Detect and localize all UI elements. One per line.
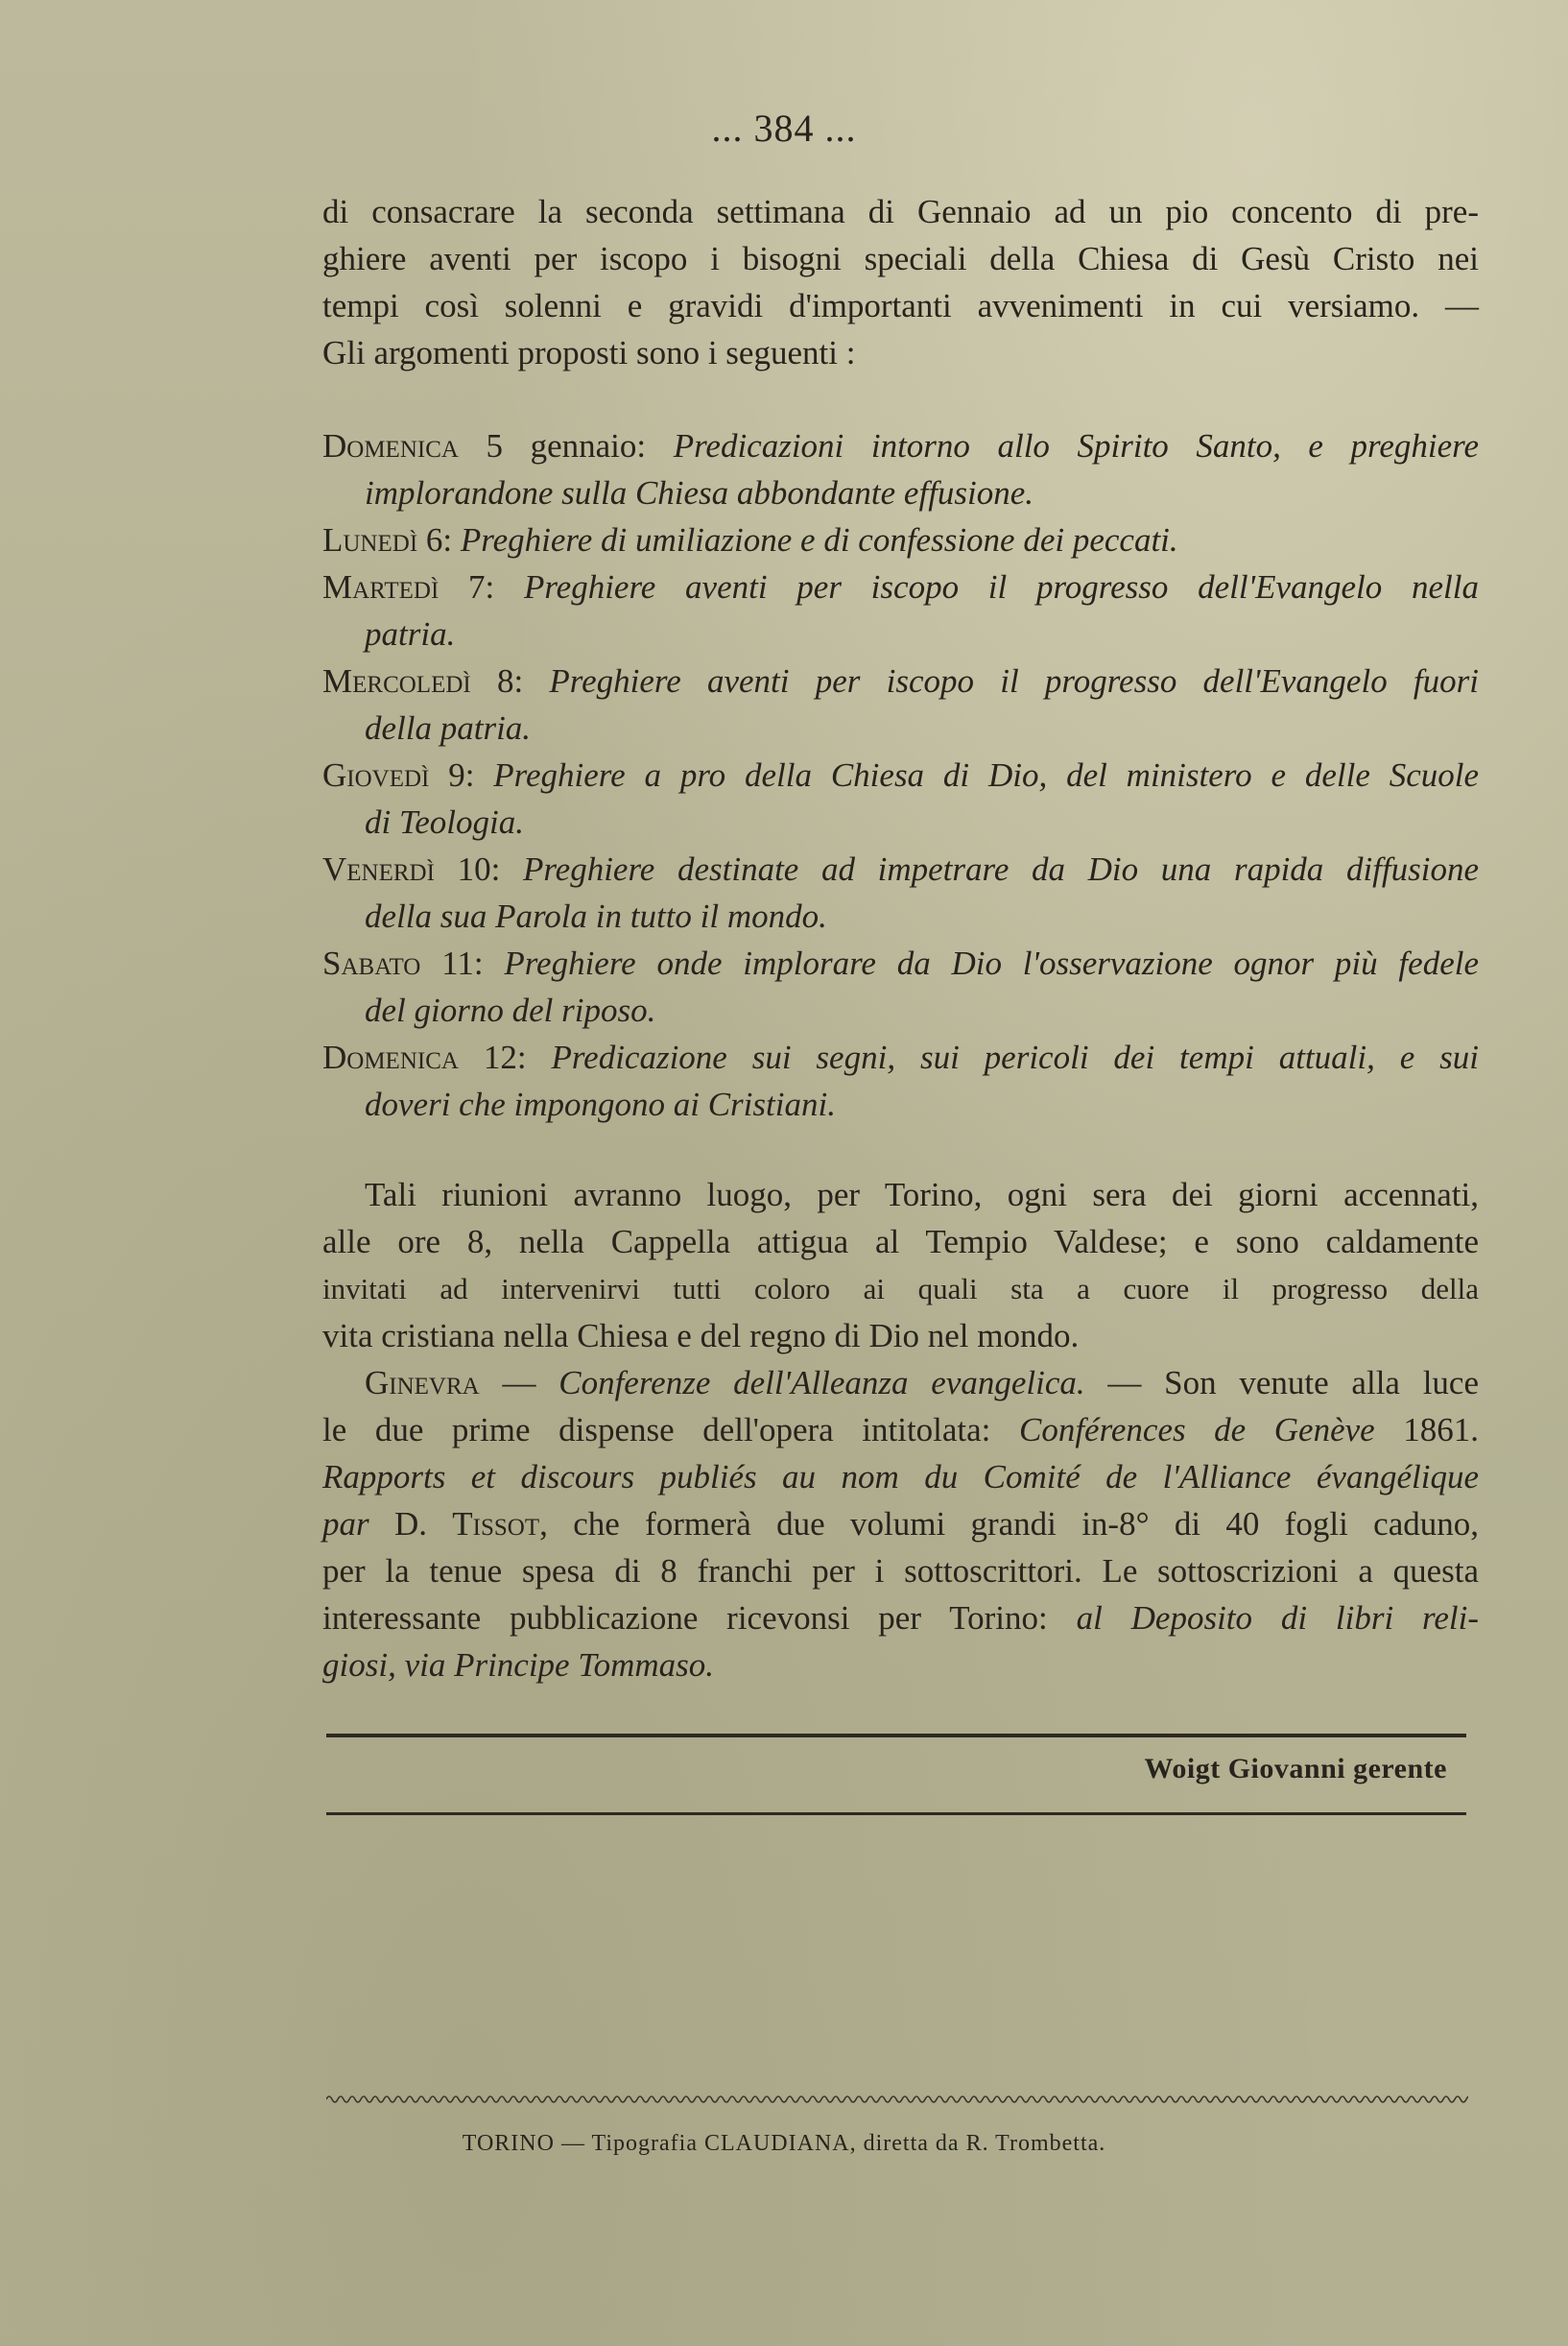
schedule-line [322,940,1479,987]
text-span: par [322,1505,369,1543]
date-number: 8: [470,662,550,700]
schedule-line [322,893,1479,940]
text-line: tempi così solenni e gravidi d'importanti avvenimenti in cui versiamo. — [322,287,1479,324]
schedule-topic: Preghiere destinate ad impetrare da Dio una rapida diffusione [522,850,1479,888]
text-line [322,1406,1479,1453]
text-span: giosi, via Principe Tommaso. [322,1646,715,1684]
text-line: di consacrare la seconda settimana di Gennaio ad un pio concento di pre- [322,193,1479,230]
schedule-line [322,422,1479,469]
weekday: Giovedì [322,756,430,794]
wavy-divider [326,2093,1468,2106]
city-name: Ginevra [365,1364,480,1401]
text-line: Tali riunioni avranno luogo, per Torino, ogni sera dei giorni accennati, [365,1176,1479,1213]
book-subtitle: Rapports et discours publiés au nom du Comité de l'Alliance évangélique [322,1458,1479,1496]
intro-paragraph [322,188,1479,376]
schedule-topic: Predicazione sui segni, sui pericoli dei tempi attuali, e sui [551,1039,1479,1076]
schedule-topic: Preghiere aventi per iscopo il progresso dell'Evangelo fuori [549,662,1479,700]
schedule-line [322,846,1479,893]
text-line [322,1641,1479,1688]
bottom-rule [326,1812,1466,1815]
schedule-line [322,563,1479,610]
weekday: Mercoledì [322,662,471,700]
turin-paragraph [322,1171,1479,1359]
schedule-list [322,422,1479,1128]
schedule-topic: implorandone sulla Chiesa abbondante effusione. [365,474,1034,512]
date-number: 9: [429,756,494,794]
dash: — [479,1364,559,1401]
schedule-topic: Preghiere aventi per iscopo il progresso dell'Evangelo nella [523,568,1479,606]
schedule-topic: patria. [365,615,456,653]
weekday: Sabato [322,945,421,982]
weekday: Lunedì [322,521,418,559]
text-line: alle ore 8, nella Cappella attigua al Tempio Valdese; e sono caldamente [322,1223,1479,1260]
text-line: Gli argomenti proposti sono i seguenti : [322,334,856,371]
text-span: , che formerà due volumi grandi in-8° di 40 fogli caduno, [539,1505,1479,1543]
text-span: interessante pubblicazione ricevonsi per Torino: [322,1599,1077,1637]
article-title: Conferenze dell'Alleanza evangelica. [558,1364,1085,1401]
weekday: Martedì [322,568,440,606]
schedule-line [322,469,1479,516]
schedule-topic: del giorno del riposo. [365,992,656,1029]
text-line: vita cristiana nella Chiesa e del regno di Dio nel mondo. [322,1317,1080,1354]
schedule-line [322,1081,1479,1128]
schedule-topic: della patria. [365,709,532,747]
signature: Woigt Giovanni gerente [1144,1753,1447,1784]
text-span: 1861. [1374,1411,1479,1448]
date-number: 6: [417,521,461,559]
schedule-topic: Preghiere di umiliazione e di confessione dei peccati. [460,521,1178,559]
date-number: 11: [420,945,505,982]
text-line [322,1594,1479,1641]
schedule-line [322,516,1479,563]
schedule-topic: doveri che impongono ai Cristiani. [365,1086,836,1123]
schedule-topic: Preghiere onde implorare da Dio l'osservazione ognor più fedele [504,945,1479,982]
schedule-line [322,705,1479,752]
book-title: Conférences de Genève [1018,1411,1375,1448]
geneva-paragraph [322,1359,1479,1688]
author-name: Tissot [452,1505,540,1543]
schedule-line [322,799,1479,846]
text-line: invitati ad intervenirvi tutti coloro ai quali sta a cuore il progresso della [322,1272,1479,1305]
text-span: D. [368,1505,453,1543]
schedule-topic: di Teologia. [365,803,524,841]
schedule-topic: Preghiere a pro della Chiesa di Dio, del ministero e delle Scuole [493,756,1479,794]
schedule-line [322,1034,1479,1081]
text-line [322,1359,1479,1406]
schedule-line [322,752,1479,799]
date-number: 10: [434,850,523,888]
text-line [322,1500,1479,1547]
schedule-topic: Predicazioni intorno allo Spirito Santo, e preghiere [673,427,1479,465]
schedule-line [322,610,1479,658]
date-number: 7: [439,568,524,606]
text-span: — Son venute alla luce [1084,1364,1480,1401]
date-number: 12: [458,1039,552,1076]
schedule-line [322,987,1479,1034]
page-number: ... 384 ... [711,107,857,150]
weekday: Domenica [322,427,459,465]
text-line: per la tenue spesa di 8 franchi per i sottoscrittori. Le sottoscrizioni a questa [322,1552,1479,1590]
schedule-topic: della sua Parola in tutto il mondo. [365,898,827,935]
text-line: ghiere aventi per iscopo i bisogni speciali della Chiesa di Gesù Cristo nei [322,240,1479,277]
weekday: Domenica [322,1039,459,1076]
date-number: 5 gennaio: [458,427,674,465]
text-span: al Deposito di libri reli- [1076,1599,1479,1637]
schedule-line [322,658,1479,705]
text-span: le due prime dispense dell'opera intitolata: [322,1411,1019,1448]
top-rule [326,1734,1466,1737]
weekday: Venerdì [322,850,435,888]
text-line [322,1453,1479,1500]
printer-imprint: TORINO — Tipografia CLAUDIANA, diretta da R. Trombetta. [462,2131,1106,2156]
